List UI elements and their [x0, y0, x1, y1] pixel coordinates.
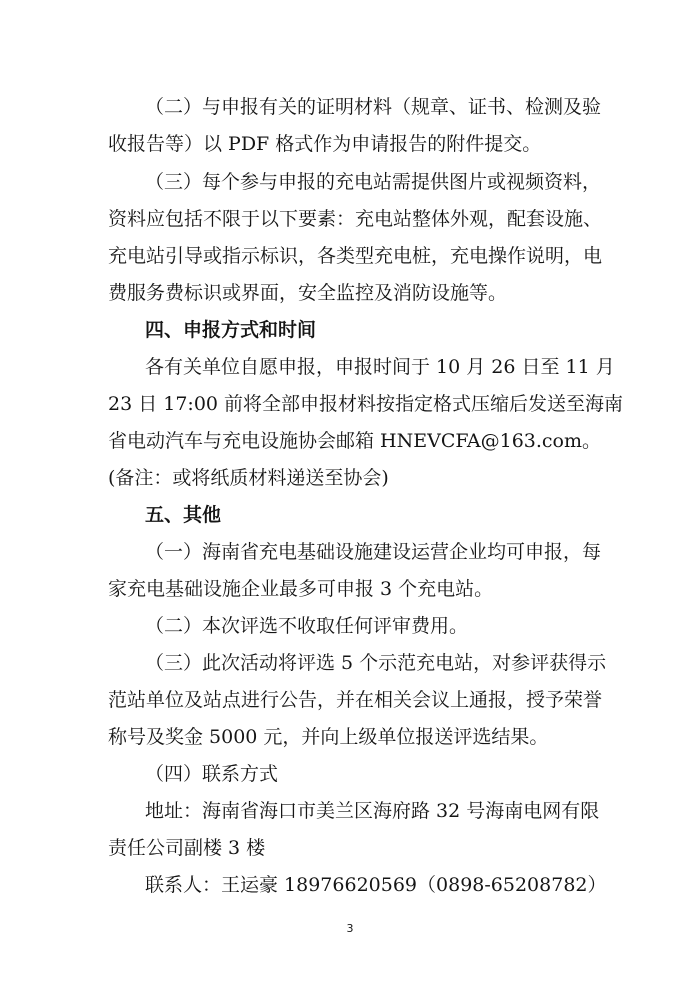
contact-line: 联系人：王运豪 18976620569（0898-65208782）	[145, 874, 607, 896]
section-heading: 五、其他	[145, 504, 222, 526]
paragraph-line: 充电站引导或指示标识，各类型充电桩，充电操作说明，电	[108, 245, 603, 267]
paragraph-line: 费服务费标识或界面，安全监控及消防设施等。	[108, 282, 508, 304]
note-line: (备注：或将纸质材料递送至协会)	[108, 467, 389, 489]
paragraph-line: （三）此次活动将评选 5 个示范充电站，对参评获得示	[145, 652, 607, 674]
paragraph-line: 23 日 17:00 前将全部申报材料按指定格式压缩后发送至海南	[108, 393, 624, 415]
paragraph-line: （四）联系方式	[145, 763, 279, 785]
paragraph-line: （二）本次评选不收取任何评审费用。	[145, 615, 469, 637]
section-heading: 四、申报方式和时间	[145, 319, 317, 341]
page-number: 3	[346, 922, 354, 935]
paragraph-line: （三）每个参与申报的充电站需提供图片或视频资料，	[145, 171, 602, 193]
paragraph-line: 家充电基础设施企业最多可申报 3 个充电站。	[108, 578, 494, 600]
paragraph-line: 省电动汽车与充电设施协会邮箱 HNEVCFA@163.com。	[108, 430, 602, 452]
address-line: 地址：海南省海口市美兰区海府路 32 号海南电网有限	[145, 800, 600, 822]
paragraph-line: 称号及奖金 5000 元，并向上级单位报送评选结果。	[108, 726, 549, 748]
paragraph-line: （二）与申报有关的证明材料（规章、证书、检测及验	[145, 96, 602, 118]
address-line: 责任公司副楼 3 楼	[108, 837, 266, 859]
paragraph-line: （一）海南省充电基础设施建设运营企业均可申报，每	[145, 541, 602, 563]
paragraph-line: 资料应包括不限于以下要素：充电站整体外观，配套设施、	[108, 208, 603, 230]
paragraph-line: 收报告等）以 PDF 格式作为申请报告的附件提交。	[108, 133, 542, 155]
paragraph-line: 各有关单位自愿申报，申报时间于 10 月 26 日至 11 月	[145, 356, 615, 378]
paragraph-line: 范站单位及站点进行公告，并在相关会议上通报，授予荣誉	[108, 689, 603, 711]
